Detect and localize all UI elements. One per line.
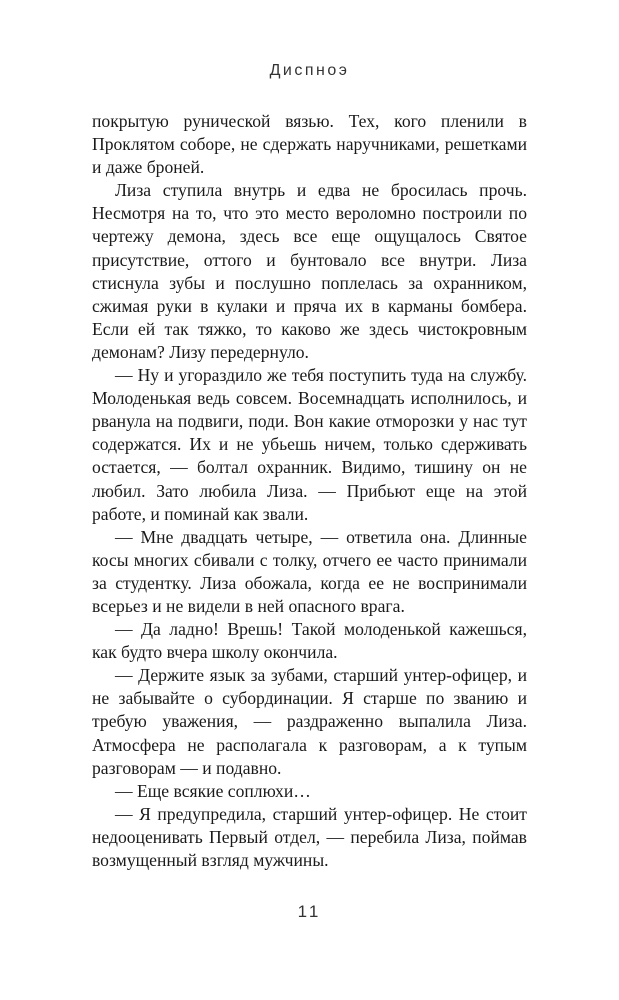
paragraph: — Да ладно! Врешь! Такой молоденькой кажешься, как будто вчера школу окончила. — [92, 619, 527, 663]
paragraph: — Еще всякие соплюхи… — [115, 780, 311, 801]
paragraph: — Мне двадцать четыре, — ответила она. Длинные косы многих сбивали с толку, отчего ее часто принимали за студентку. Лиза обожала, когда ее не воспринимали всерьез и не видели в ней опасного врага. — [92, 526, 527, 616]
paragraph: покрытую рунической вязью. Тех, кого пленили в Проклятом соборе, не сдержать наручниками, решетками и даже броней. — [92, 111, 527, 178]
running-head: Диспноэ — [269, 62, 350, 79]
page-number: 11 — [297, 902, 322, 921]
body-text — [92, 110, 527, 872]
paragraph: Лиза ступила внутрь и едва не бросилась прочь. Несмотря на то, что это место вероломно построили по чертежу демона, здесь все еще ощущалось Святое присутствие, оттого и бунтовало все внутри. Лиза стиснула зубы и послушно поплелась за охранником, сжимая руки в кулаки и пряча их в карманы бомбера. Если ей так тяжко, то каково же здесь чистокровным демонам? Лизу передернуло. — [92, 180, 527, 362]
paragraph: — Я предупредила, старший унтер-офицер. Не стоит недооценивать Первый отдел, — перебила Лиза, поймав возмущенный взгляд мужчины. — [92, 803, 527, 870]
paragraph: — Ну и угораздило же тебя поступить туда на службу. Молоденькая ведь совсем. Восемнадцать исполнилось, и рванула на подвиги, поди. Вон какие отморозки у нас тут содержатся. Их и не убьешь ничем, только сдерживать остается, — болтал охранник. Видимо, тишину он не любил. Зато любила Лиза. — Прибьют еще на этой работе, и поминай как звали. — [92, 365, 527, 524]
paragraph: — Держите язык за зубами, старший унтер-офицер, и не забывайте о субординации. Я старше по званию и требую уважения, — раздраженно выпалила Лиза. Атмосфера не располагала к разговорам, а к тупым разговорам — и подавно. — [92, 665, 527, 778]
